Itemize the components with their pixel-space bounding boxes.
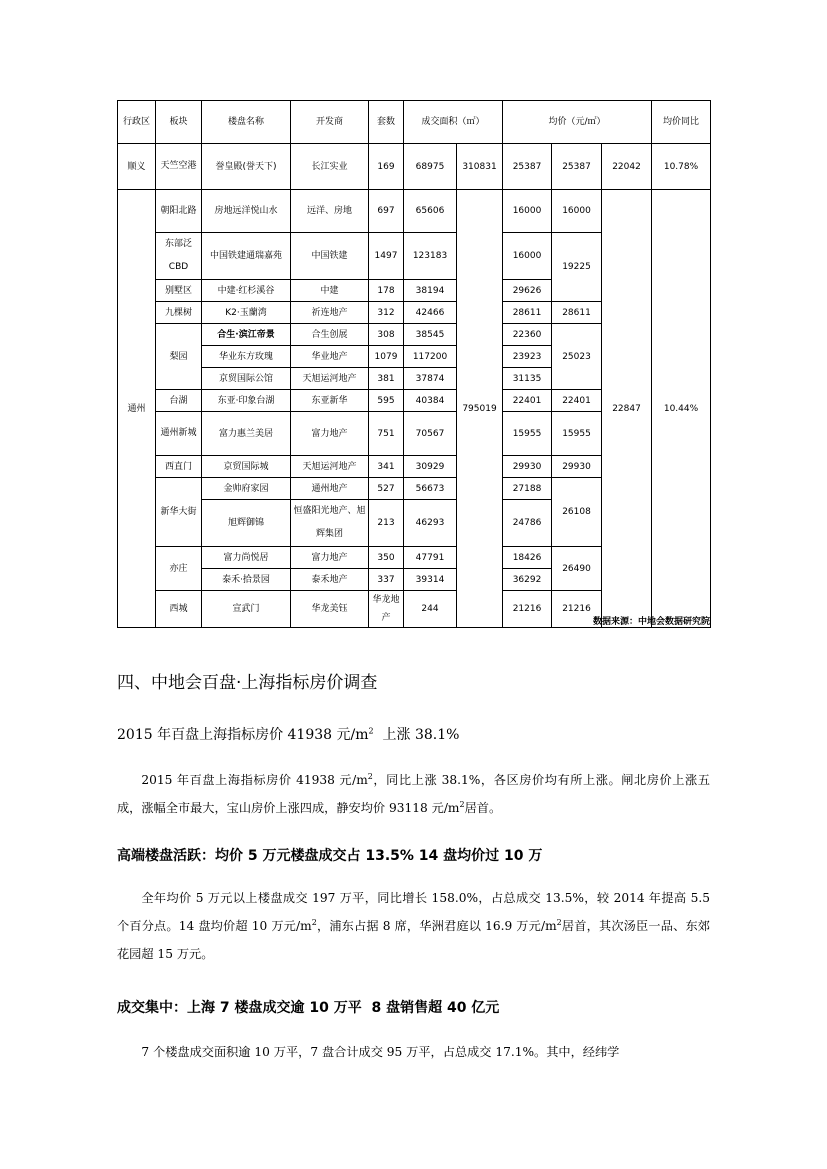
cell-block: 通州新城 (156, 412, 202, 456)
paragraph-text: 2015 年百盘上海指标房价 41938 元/m (141, 773, 368, 787)
cell-block: 梨园 (156, 324, 202, 390)
cell-district: 通州 (118, 190, 156, 628)
cell-units: 308 (369, 324, 404, 346)
cell-project: 京贸国际城 (202, 456, 291, 478)
cell-block: 亦庄 (156, 547, 202, 591)
header-units: 套数 (369, 101, 404, 144)
cell-price: 15955 (503, 412, 552, 456)
header-price: 均价（元/㎡） (503, 101, 652, 144)
superscript: 2 (459, 799, 465, 809)
table-header-row (118, 101, 711, 144)
cell-block: 别墅区 (156, 280, 202, 302)
paragraph-text: 居首，其次汤臣一品、东郊花园超 15 万元。 (117, 919, 710, 961)
cell-district: 西城 (156, 591, 202, 628)
cell-area: 68975 (404, 144, 457, 190)
cell-units: 178 (369, 280, 404, 302)
cell-price-block: 29930 (552, 456, 602, 478)
cell-units: 341 (369, 456, 404, 478)
cell-price: 29626 (503, 280, 552, 302)
cell-area: 39314 (404, 569, 457, 591)
paragraph-concentration: 7 个楼盘成交面积逾 10 万平，7 盘合计成交 95 万平，占总成交 17.1%。其中，经纬学 (141, 1045, 620, 1059)
paragraph-text: 全年均价 5 万元以上楼盘成交 197 万平，同比增长 158.0%，占总成交 13.5%，较 2014 年提高 5.5 个百分点。14 盘均价超 10 万元/m (117, 891, 710, 933)
cell-block: 九棵树 (156, 302, 202, 324)
cell-developer: 泰禾地产 (291, 569, 369, 591)
price-data-table (117, 100, 711, 628)
cell-area: 56673 (404, 478, 457, 500)
cell-price-block: 28611 (552, 302, 602, 324)
cell-district: 顺义 (118, 144, 156, 190)
cell-developer: 通州地产 (291, 478, 369, 500)
header-project: 楼盘名称 (202, 101, 291, 144)
cell-price-block: 25023 (552, 324, 602, 390)
cell-area: 42466 (404, 302, 457, 324)
cell-area: 123183 (404, 233, 457, 280)
cell-units: 350 (369, 547, 404, 569)
data-source-note: 数据来源：中地会数据研究院 (592, 617, 710, 627)
cell-price-district: 22847 (602, 190, 652, 628)
cell-area: 40384 (404, 390, 457, 412)
cell-developer: 中国铁建 (291, 233, 369, 280)
header-area: 成交面积（㎡） (404, 101, 503, 144)
cell-developer: 华业地产 (291, 346, 369, 368)
cell-price: 18426 (503, 547, 552, 569)
cell-price: 16000 (503, 190, 552, 233)
cell-units: 213 (369, 500, 404, 547)
cell-project: 泰禾·拾景园 (202, 569, 291, 591)
cell-developer: 合生创展 (291, 324, 369, 346)
table-row (118, 190, 711, 233)
paragraph-text: 居首。 (464, 801, 502, 815)
cell-area-total: 795019 (457, 190, 503, 628)
cell-project: K2·玉蘭湾 (202, 302, 291, 324)
cell-price: 31135 (503, 368, 552, 390)
cell-units: 1497 (369, 233, 404, 280)
cell-block: 天竺空港 (156, 144, 202, 190)
cell-area: 30929 (404, 456, 457, 478)
cell-developer: 华龙地产 (369, 591, 404, 628)
cell-block: 新华大街 (156, 478, 202, 547)
cell-developer: 长江实业 (291, 144, 369, 190)
paragraph-text: ，浦东占据 8 席，华洲君庭以 16.9 万元/m (316, 919, 557, 933)
cell-price: 16000 (503, 233, 552, 280)
cell-area: 46293 (404, 500, 457, 547)
cell-price: 25387 (503, 144, 552, 190)
cell-units: 1079 (369, 346, 404, 368)
cell-yoy: 10.78% (652, 144, 711, 190)
cell-units: 169 (369, 144, 404, 190)
cell-developer: 东亚新华 (291, 390, 369, 412)
cell-project: 富力尚悦居 (202, 547, 291, 569)
cell-units: 381 (369, 368, 404, 390)
cell-units: 337 (369, 569, 404, 591)
cell-project: 中国铁建通瑞嘉苑 (202, 233, 291, 280)
cell-project: 京贸国际公馆 (202, 368, 291, 390)
cell-area: 65606 (404, 190, 457, 233)
cell-project: 合生·滨江帝景 (202, 324, 291, 346)
cell-price-block: 19225 (552, 233, 602, 302)
cell-area: 47791 (404, 547, 457, 569)
cell-units: 595 (369, 390, 404, 412)
cell-project: 房地远洋悦山水 (202, 190, 291, 233)
header-developer: 开发商 (291, 101, 369, 144)
cell-price-block: 26108 (552, 478, 602, 547)
header-district: 行政区 (118, 101, 156, 144)
section-heading: 四、中地会百盘·上海指标房价调查 (117, 673, 378, 693)
subheading-high-end: 高端楼盘活跃：均价 5 万元楼盘成交占 13.5% 14 盘均价过 10 万 (117, 848, 543, 864)
cell-project: 誉皇殿(誉天下) (202, 144, 291, 190)
cell-project: 富力惠兰美居 (202, 412, 291, 456)
paragraph-text: ，同比上涨 38.1%，各区房价均有所上涨。闸北房价上涨五成，涨幅全市最大，宝山房价上涨四成，静安均价 93118 元/m (117, 773, 710, 815)
superscript: 2 (556, 917, 562, 927)
superscript: 2 (367, 771, 373, 781)
paragraph-high-end (117, 884, 710, 968)
cell-price-block: 22401 (552, 390, 602, 412)
subheading-text: 上涨 38.1% (373, 727, 460, 743)
cell-price: 36292 (503, 569, 552, 591)
cell-units: 527 (369, 478, 404, 500)
superscript: 2 (368, 726, 374, 736)
cell-price: 22360 (503, 324, 552, 346)
cell-units: 751 (369, 412, 404, 456)
header-block: 板块 (156, 101, 202, 144)
cell-units: 697 (369, 190, 404, 233)
cell-developer: 天旭运河地产 (291, 456, 369, 478)
paragraph-index-price (117, 766, 710, 822)
cell-area-total: 21216 (552, 591, 602, 628)
subheading-text: 2015 年百盘上海指标房价 41938 元/m (117, 727, 369, 743)
superscript: 2 (311, 917, 317, 927)
cell-area: 38194 (404, 280, 457, 302)
cell-project: 中建·红杉溪谷 (202, 280, 291, 302)
cell-area: 117200 (404, 346, 457, 368)
cell-price: 29930 (503, 456, 552, 478)
cell-developer: 恒盛阳光地产、旭辉集团 (291, 500, 369, 547)
cell-price: 22401 (503, 390, 552, 412)
cell-project: 旭辉御锦 (202, 500, 291, 547)
cell-area: 37874 (404, 368, 457, 390)
cell-price-block: 26490 (552, 547, 602, 591)
cell-area: 21216 (503, 591, 552, 628)
cell-price: 24786 (503, 500, 552, 547)
cell-area: 70567 (404, 412, 457, 456)
cell-developer: 富力地产 (291, 547, 369, 569)
cell-area: 38545 (404, 324, 457, 346)
cell-block: 台湖 (156, 390, 202, 412)
subheading-concentration: 成交集中：上海 7 楼盘成交逾 10 万平 8 盘销售超 40 亿元 (117, 1000, 500, 1016)
cell-project: 金帅府家园 (202, 478, 291, 500)
header-yoy: 均价同比 (652, 101, 711, 144)
cell-developer: 远洋、房地 (291, 190, 369, 233)
cell-block: 东部泛CBD (156, 233, 202, 280)
table-row (118, 144, 711, 190)
cell-price-block: 25387 (552, 144, 602, 190)
cell-yoy: 10.44% (652, 190, 711, 628)
cell-developer: 富力地产 (291, 412, 369, 456)
cell-block: 朝阳北路 (156, 190, 202, 233)
cell-units: 244 (404, 591, 457, 628)
subheading-index-price (117, 724, 459, 744)
cell-price: 28611 (503, 302, 552, 324)
cell-price-block: 15955 (552, 412, 602, 456)
cell-project: 华业东方玫瑰 (202, 346, 291, 368)
cell-developer: 祈连地产 (291, 302, 369, 324)
cell-price-district: 22042 (602, 144, 652, 190)
cell-project: 东亚·印象台湖 (202, 390, 291, 412)
cell-price: 23923 (503, 346, 552, 368)
cell-block: 宣武门 (202, 591, 291, 628)
cell-developer: 中建 (291, 280, 369, 302)
cell-block: 西直门 (156, 456, 202, 478)
cell-price-block: 16000 (552, 190, 602, 233)
cell-price: 27188 (503, 478, 552, 500)
cell-developer: 天旭运河地产 (291, 368, 369, 390)
cell-units: 312 (369, 302, 404, 324)
cell-area-total: 310831 (457, 144, 503, 190)
cell-project: 华龙美钰 (291, 591, 369, 628)
